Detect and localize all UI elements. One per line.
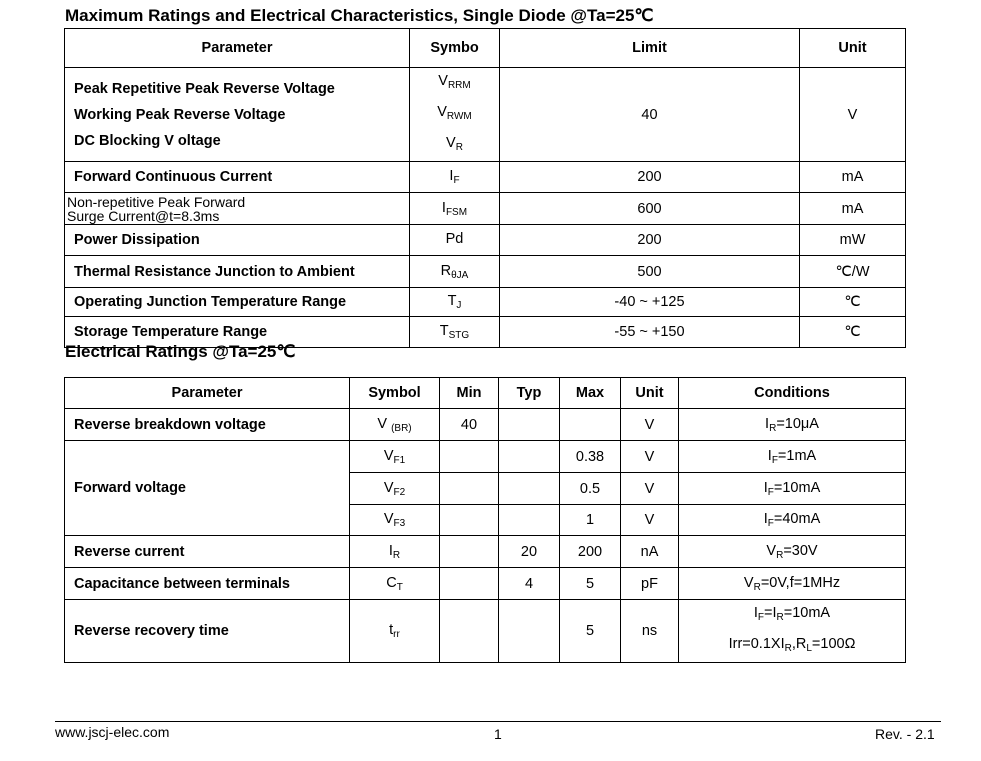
footer-revision: Rev. - 2.1 (875, 726, 935, 742)
table-row: Capacitance between terminals $C_T$ 4 5 pF $V_R=0V,f=1MHz$ (65, 568, 906, 600)
header-limit: Limit (500, 29, 800, 68)
table-row: Operating Junction Temperature Range $T_J$ -40 ~ +125 ℃ (65, 288, 906, 317)
table-row: Reverse current $I_R$ 20 200 nA $V_R=30V$ (65, 536, 906, 568)
symbol-group: $V_{RRM}$ $V_{RWM}$ $V_R$ (410, 68, 500, 162)
header-unit: Unit (621, 378, 679, 409)
header-parameter: Parameter (65, 378, 350, 409)
header-min: Min (440, 378, 499, 409)
param-group (65, 68, 410, 162)
max-ratings-table (64, 28, 906, 348)
footer-url: www.jscj-elec.com (55, 724, 170, 740)
header-symbol: Symbo (410, 29, 500, 68)
footer-rule (55, 721, 941, 722)
header-max: Max (560, 378, 621, 409)
section1-title: Maximum Ratings and Electrical Characteristics, Single Diode @Ta=25℃ (65, 6, 654, 25)
table-row: Reverse recovery time $t_{rr}$ 5 ns $I_F=I_R=10mA$ $Irr=0.1XI_R,R_L=100\Omega$ (65, 600, 906, 663)
table-row: Storage Temperature Range $T_{STG}$ -55 ~ +150 ℃ (65, 317, 906, 348)
limit-group: 40 (500, 68, 800, 162)
table-row: Thermal Resistance Junction to Ambient $R_{\theta JA}$ 500 ℃/W (65, 256, 906, 288)
header-typ: Typ (499, 378, 560, 409)
param-working-peak: Working Peak Reverse Voltage (74, 106, 286, 123)
table-row: Forward Continuous Current $I_F$ 200 mA (65, 162, 906, 193)
table-row: $V_{F3}$ 1 V $I_F=40mA$ (65, 505, 906, 536)
header-parameter: Parameter (65, 29, 410, 68)
footer-page-number: 1 (494, 726, 502, 742)
header-symbol: Symbol (350, 378, 440, 409)
header-unit: Unit (800, 29, 906, 68)
electrical-ratings-table (64, 377, 906, 663)
table-row: Reverse breakdown voltage V $_{(BR)}$ 40 V $I_R=10\mu A$ (65, 409, 906, 441)
param-dc-blocking: DC Blocking V oltage (74, 132, 221, 149)
table-row: Non-repetitive Peak Forward Surge Current@t=8.3ms $I_{FSM}$ 600 mA (65, 193, 906, 225)
unit-group: V (800, 68, 906, 162)
section2-title: Electrical Ratings @Ta=25℃ (65, 342, 296, 361)
header-conditions: Conditions (679, 378, 906, 409)
table-row: $V_{F2}$ 0.5 V $I_F=10mA$ (65, 473, 906, 505)
param-peak-repetitive: Peak Repetitive Peak Reverse Voltage (74, 80, 335, 97)
table-row: Forward voltage $V_{F1}$ 0.38 V $I_F=1mA$ (65, 441, 906, 473)
table-row: Power Dissipation Pd 200 mW (65, 225, 906, 256)
